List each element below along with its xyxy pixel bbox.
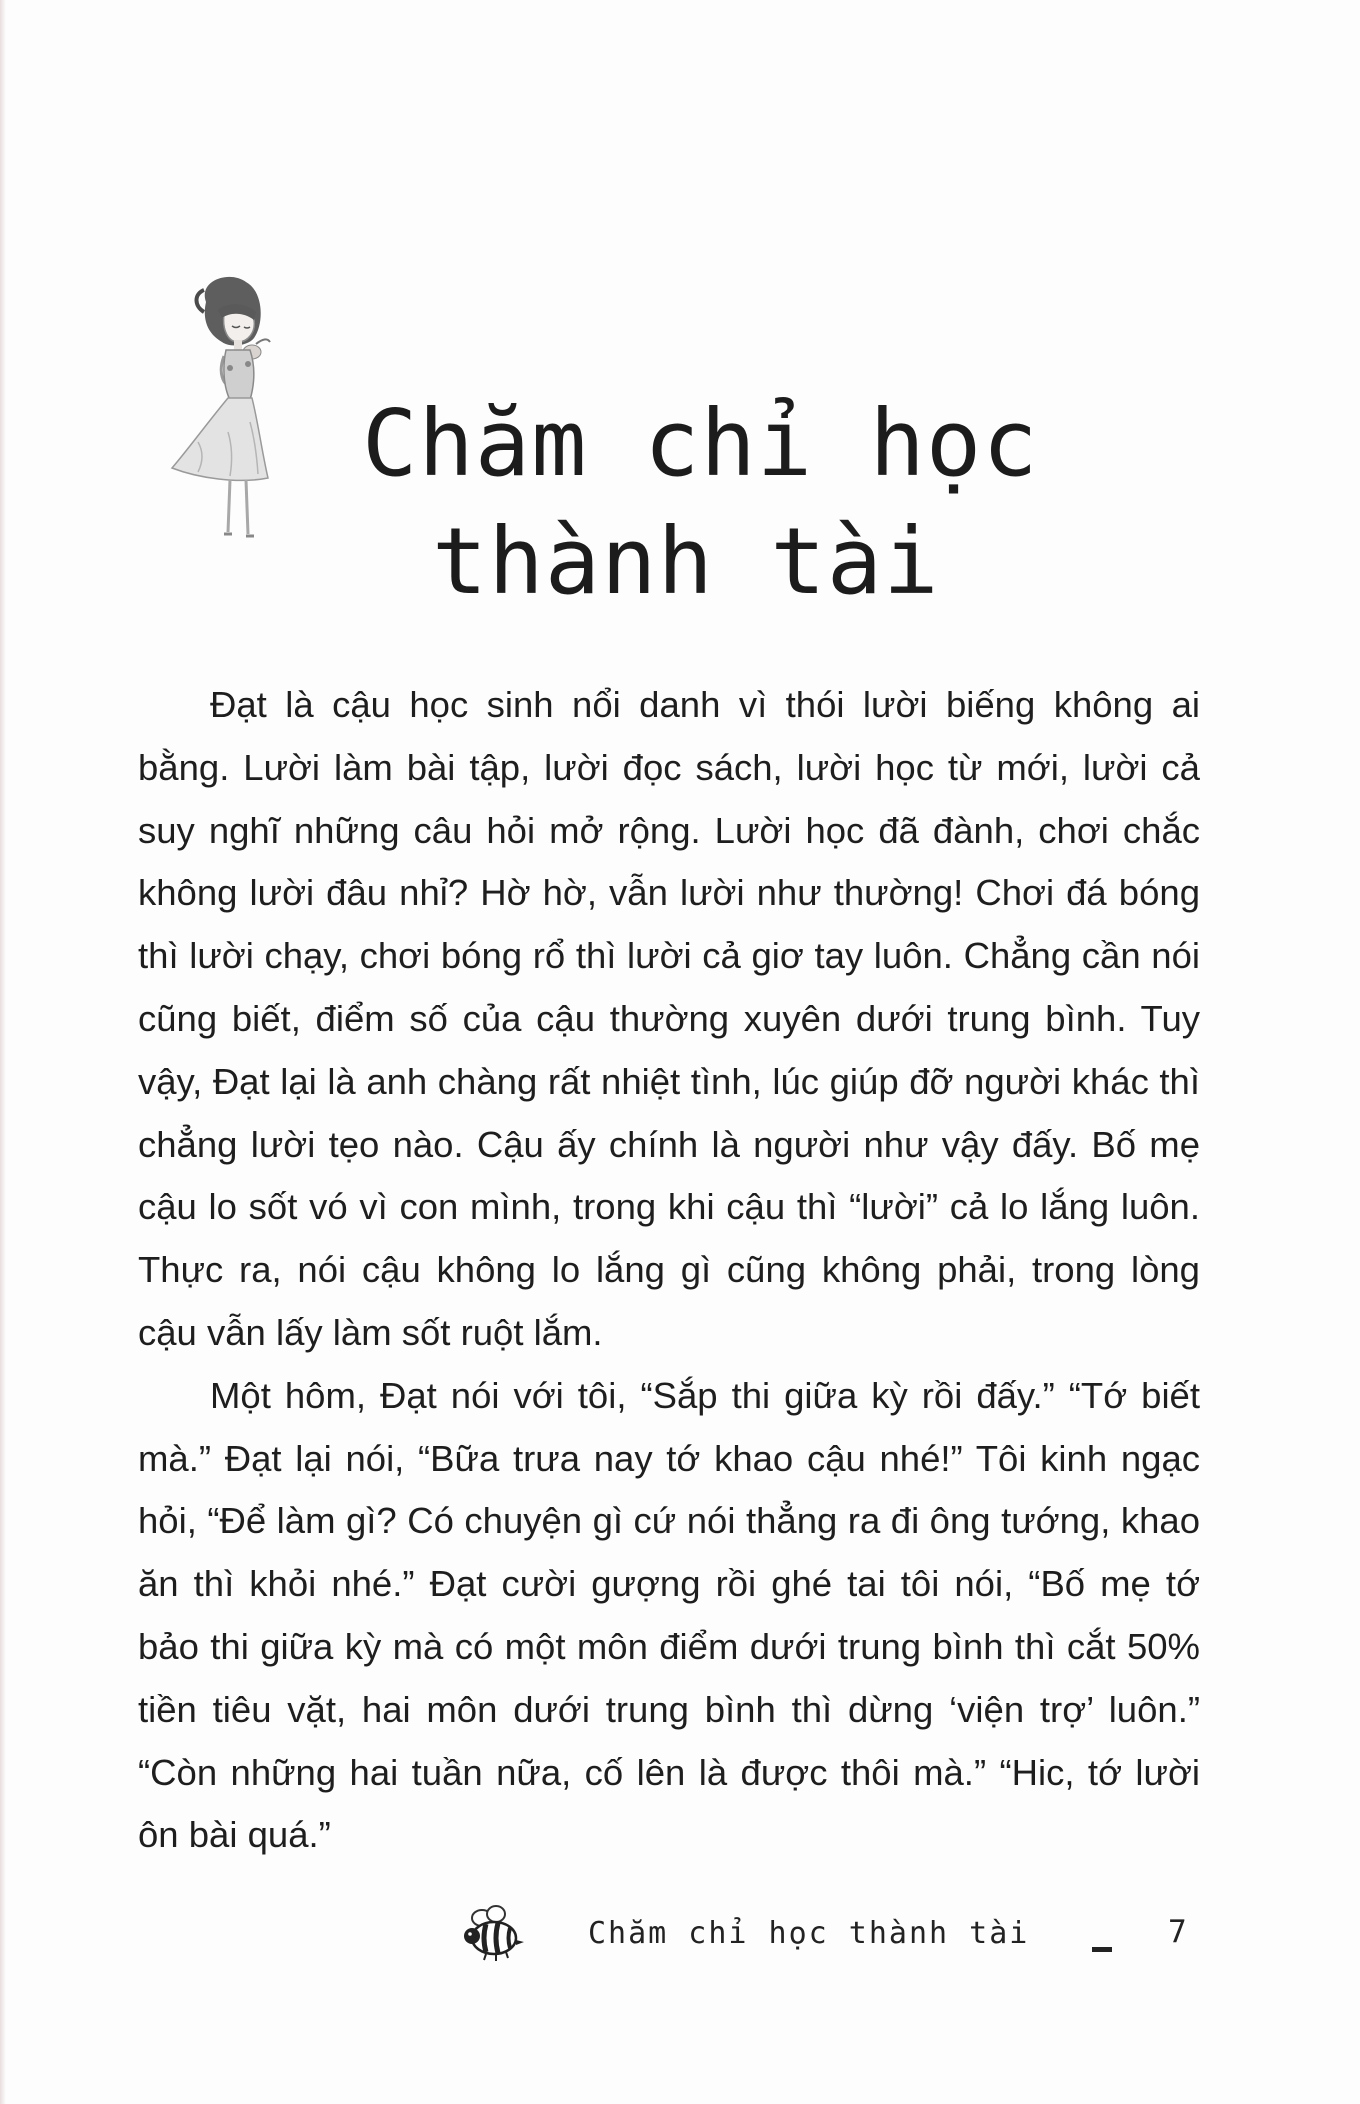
paragraph-2: Một hôm, Đạt nói với tôi, “Sắp thi giữa kỳ rồi đấy.” “Tớ biết mà.” Đạt lại nói, “Bữa trưa nay tớ khao cậu nhé!” Tôi kinh ngạc hỏi, “Để làm gì? Có chuyện gì cứ nói thẳng ra đi ông tướng, khao ăn thì khỏi nhé.” Đạt cười gượng rồi ghé tai tôi nói, “Bố mẹ tớ bảo thi giữa kỳ mà có một môn điểm dưới trung bình thì cắt 50% tiền tiêu vặt, hai môn dưới trung bình thì dừng ‘viện trợ’ luôn.” “Còn những hai tuần nữa, cố lên là được thôi mà.” “Hic, tớ lười ôn bài quá.” <box>138 1374 1200 1856</box>
body-text <box>138 674 1200 1867</box>
page-edge <box>0 0 6 2104</box>
footer-dash <box>1092 1947 1112 1952</box>
bee-icon <box>460 1904 528 1964</box>
paragraph-1: Đạt là cậu học sinh nổi danh vì thói lười biếng không ai bằng. Lười làm bài tập, lười đọc sách, lười học từ mới, lười cả suy nghĩ những câu hỏi mở rộng. Lười học đã đành, chơi chắc không lười đâu nhỉ? Hờ hờ, vẫn lười như thường! Chơi đá bóng thì lười chạy, chơi bóng rổ thì lười cả giơ tay luôn. Chẳng cần nói cũng biết, điểm số của cậu thường xuyên dưới trung bình. Tuy vậy, Đạt lại là anh chàng rất nhiệt tình, lúc giúp đỡ người khác thì chẳng lười tẹo nào. Cậu ấy chính là người như vậy đấy. Bố mẹ cậu lo sốt vó vì con mình, trong khi cậu thì “lười” cả lo lắng luôn. Thực ra, nói cậu không lo lắng gì cũng không phải, trong lòng cậu vẫn lấy làm sốt ruột lắm. <box>138 684 1200 1353</box>
chapter-title-line-2: thành tài <box>432 508 940 615</box>
running-title: Chăm chỉ học thành tài <box>588 1916 1030 1951</box>
page-number: 7 <box>1168 1914 1187 1950</box>
page-footer <box>0 1900 1360 1980</box>
chapter-title-line-1: Chăm chỉ học <box>362 390 1039 497</box>
chapter-title <box>0 385 1360 621</box>
